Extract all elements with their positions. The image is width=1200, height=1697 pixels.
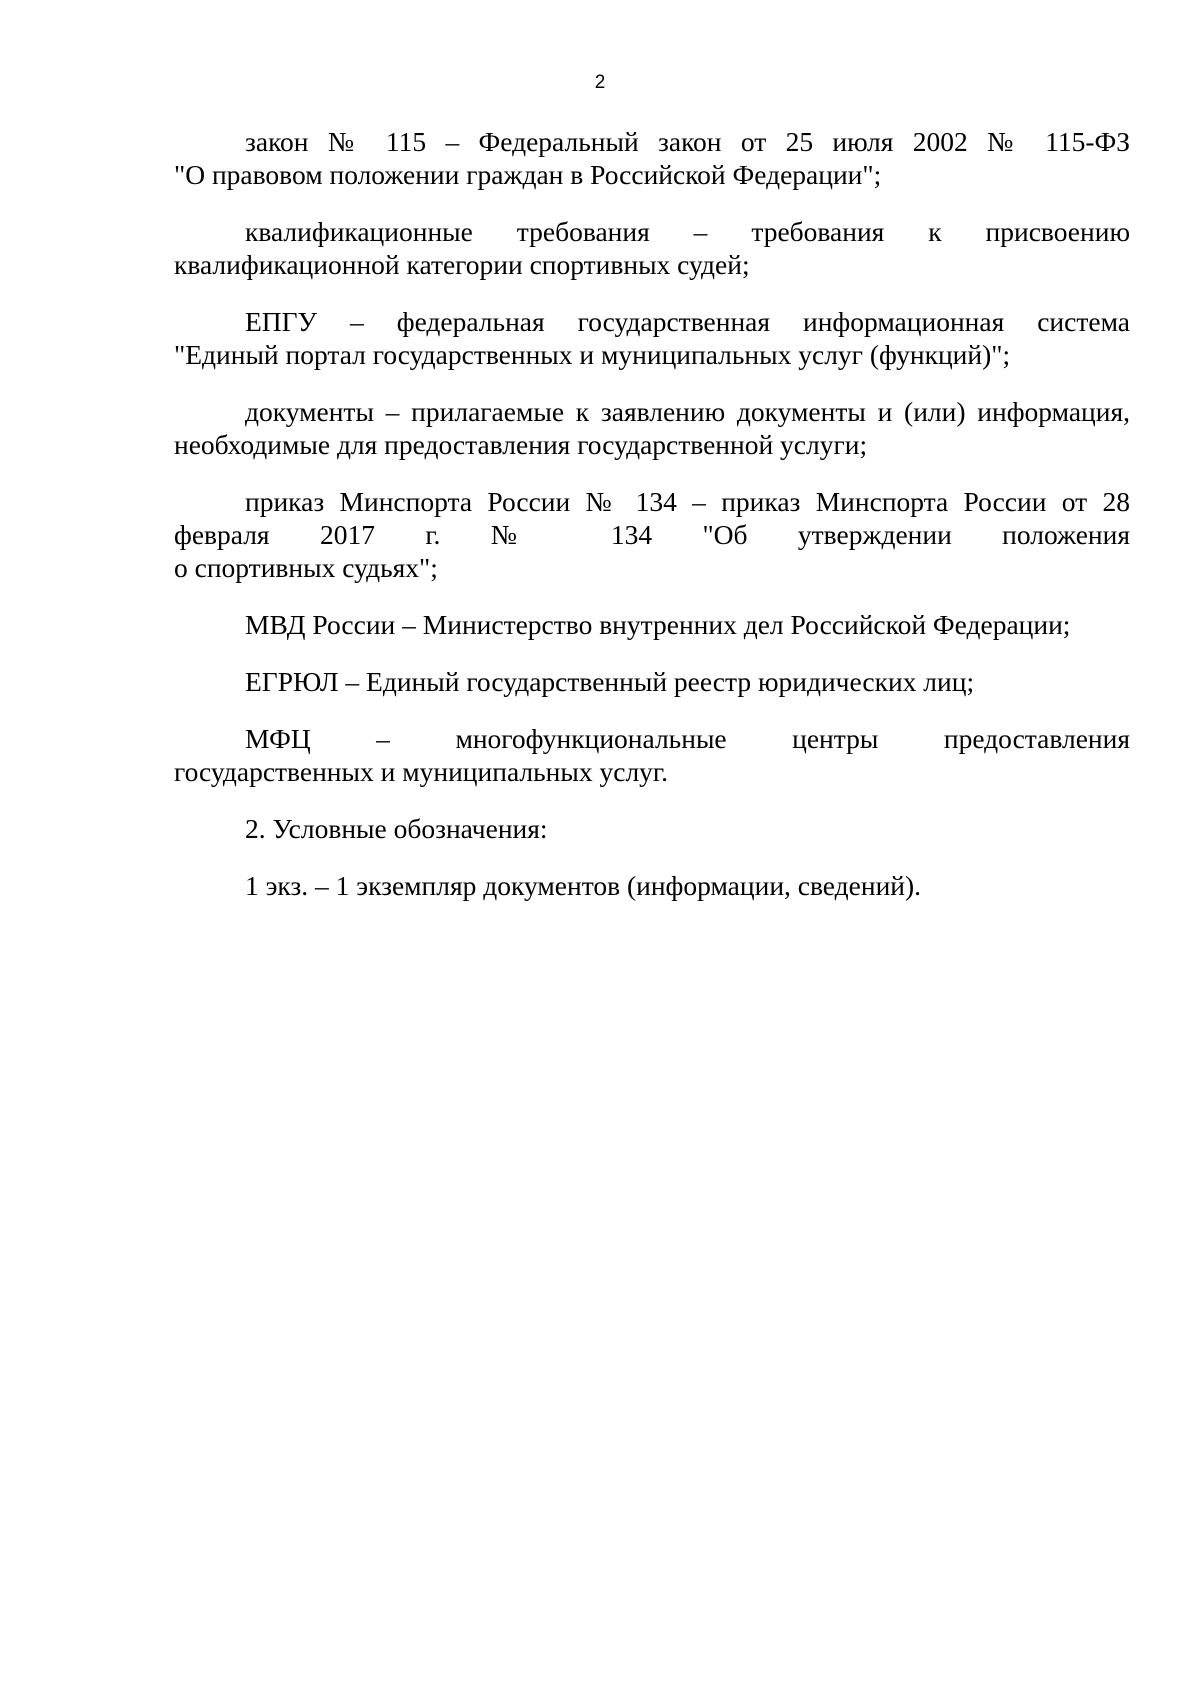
text-line: "О правовом положении граждан в Российской Федерации"; bbox=[174, 159, 882, 190]
text-line: "Единый портал государственных и муниципальных услуг (функций)"; bbox=[174, 339, 1011, 370]
definition-epgu bbox=[174, 305, 1130, 371]
definition-mvd bbox=[174, 608, 1130, 641]
document-body bbox=[174, 125, 1130, 926]
symbol-copy bbox=[174, 869, 1130, 902]
text-line: 2. Условные обозначения: bbox=[245, 813, 548, 844]
text-line: ЕПГУ – федеральная государственная информационная система bbox=[245, 306, 1130, 337]
text-line: квалификационной категории спортивных судей; bbox=[174, 249, 750, 280]
text-line: документы – прилагаемые к заявлению документы и (или) информация, bbox=[245, 396, 1130, 427]
section-symbols-heading bbox=[174, 812, 1130, 845]
definition-egrul bbox=[174, 665, 1130, 698]
text-line: приказ Минспорта России № 134 – приказ Минспорта России от 28 bbox=[245, 486, 1130, 517]
text-line: 1 экз. – 1 экземпляр документов (информации, сведений). bbox=[245, 870, 922, 901]
definition-mfc bbox=[174, 722, 1130, 788]
page-number: 2 bbox=[594, 72, 606, 93]
definition-qualification-requirements bbox=[174, 215, 1130, 281]
text-line: необходимые для предоставления государственной услуги; bbox=[174, 429, 868, 460]
definition-order-134 bbox=[174, 485, 1130, 584]
text-line: февраля 2017 г. № 134 "Об утверждении положения bbox=[174, 519, 1130, 550]
text-line: МФЦ – многофункциональные центры предоставления bbox=[245, 723, 1130, 754]
definition-documents bbox=[174, 395, 1130, 461]
text-line: о спортивных судьях"; bbox=[174, 552, 438, 583]
text-line: ЕГРЮЛ – Единый государственный реестр юридических лиц; bbox=[245, 666, 975, 697]
text-line: государственных и муниципальных услуг. bbox=[174, 756, 668, 787]
text-line: закон № 115 – Федеральный закон от 25 июля 2002 № 115-ФЗ bbox=[245, 126, 1130, 157]
text-line: квалификационные требования – требования к присвоению bbox=[245, 216, 1130, 247]
text-line: МВД России – Министерство внутренних дел Российской Федерации; bbox=[245, 609, 1071, 640]
definition-law-115 bbox=[174, 125, 1130, 191]
